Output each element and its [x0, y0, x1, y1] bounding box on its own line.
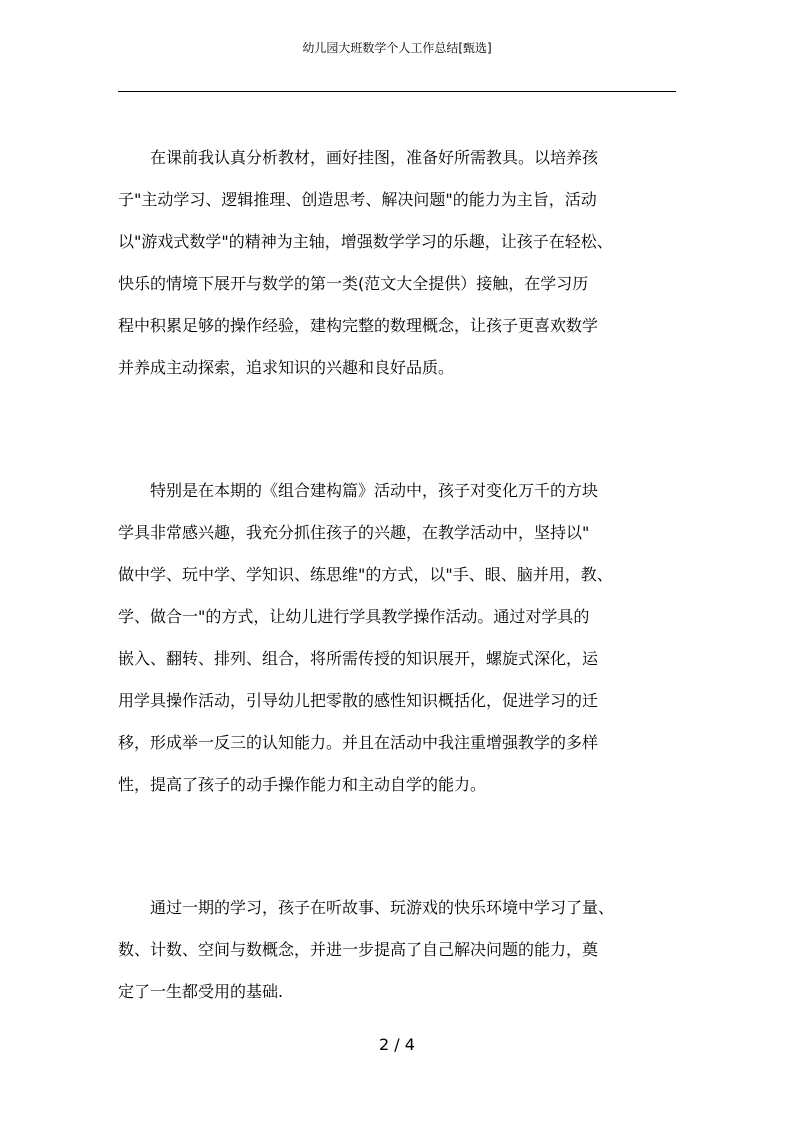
paragraph-line: 性，提高了孩子的动手操作能力和主动自学的能力。 [118, 775, 487, 794]
paragraph-line: 嵌入、翻转、排列、组合，将所需传授的知识展开，螺旋式深化，运 [118, 649, 599, 668]
paragraph-line: 并养成主动探索，追求知识的兴趣和良好品质。 [118, 358, 455, 377]
paragraph-line: 程中积累足够的操作经验，建构完整的数理概念，让孩子更喜欢数学 [118, 316, 599, 335]
paragraph-line: 数、计数、空间与数概念，并进一步提高了自己解决问题的能力，奠 [118, 940, 599, 959]
paragraph-line: 子"主动学习、逻辑推理、创造思考、解决问题"的能力为主旨，活动 [118, 190, 597, 209]
page-header-title: 幼儿园大班数学个人工作总结[甄选] [302, 41, 492, 55]
paragraph-line: 通过一期的学习，孩子在听故事、玩游戏的快乐环境中学习了量、 [150, 898, 615, 917]
paragraph-line: 移，形成举一反三的认知能力。并且在活动中我注重增强教学的多样 [118, 733, 599, 752]
paragraph-line: 特别是在本期的《组合建构篇》活动中，孩子对变化万千的方块 [150, 481, 599, 500]
paragraph-line: 学、做合一"的方式，让幼儿进行学具教学操作活动。通过对学具的 [118, 607, 590, 626]
paragraph-line: 在课前我认真分析教材，画好挂图，准备好所需教具。以培养孩 [150, 148, 599, 167]
paragraph-line: 做中学、玩中学、学知识、练思维"的方式，以"手、眼、脑并用，教、 [118, 565, 613, 584]
paragraph-line: 用学具操作活动，引导幼儿把零散的感性知识概括化，促进学习的迁 [118, 691, 599, 710]
paragraph-line: 以"游戏式数学"的精神为主轴，增强数学学习的乐趣，让孩子在轻松、 [118, 232, 613, 251]
header-divider [118, 91, 676, 92]
paragraph-line: 快乐的情境下展开与数学的第一类(范文大全提供）接触，在学习历 [118, 274, 589, 293]
paragraph-line: 学具非常感兴趣，我充分抓住孩子的兴趣，在教学活动中，坚持以" [118, 523, 590, 542]
page-number: 2 / 4 [379, 1035, 415, 1054]
paragraph-line: 定了一生都受用的基础. [118, 982, 284, 1001]
